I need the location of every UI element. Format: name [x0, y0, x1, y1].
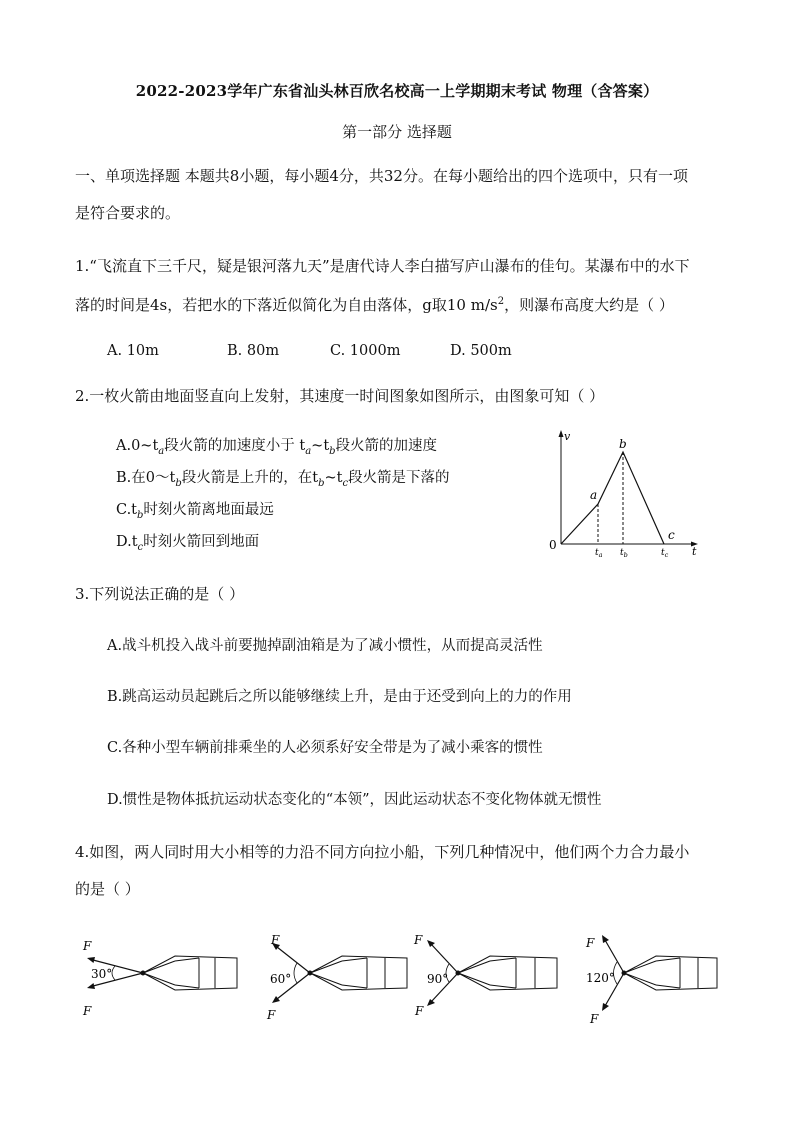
q2-option-a	[116, 436, 437, 462]
q2-option-d	[116, 532, 259, 558]
boat-inner-line	[458, 961, 490, 973]
force-label-lower: F	[83, 1004, 92, 1018]
angle-arc	[112, 966, 115, 980]
q2-option-a-sub1: a	[158, 445, 165, 457]
t-axis-label: t	[692, 545, 697, 558]
v-axis-label: v	[564, 430, 571, 443]
boat-inner-line	[310, 961, 342, 973]
tick-ta-sub: a	[598, 551, 603, 559]
boat-figure-90	[410, 930, 580, 1030]
force-label-upper: F	[414, 933, 423, 947]
q2-option-b-sub3: c	[342, 477, 349, 489]
velocity-time-graph	[540, 428, 705, 563]
q2-option-b-text4: 段火箭是下落的	[348, 470, 450, 486]
boat-outline	[458, 956, 557, 990]
boat-inner-line	[656, 958, 680, 961]
q2-option-b-text3: ~t	[324, 470, 343, 486]
q2-stem: 2.一枚火箭由地面竖直向上发射，其速度一时间图象如图所示，由图象可知（ ）	[75, 387, 605, 405]
section-intro-line2: 是符合要求的。	[75, 204, 181, 222]
angle-label: 120°	[586, 971, 615, 985]
q2-option-d-text2: 时刻火箭回到地面	[143, 534, 260, 550]
tick-ta-label	[595, 548, 603, 559]
q2-option-c-sub1: b	[137, 509, 144, 521]
force-arrow-icon	[87, 957, 95, 963]
q3-option-b: B.跳高运动员起跳后之所以能够继续上升，是由于还受到向上的力的作用	[107, 689, 572, 705]
q4-stem-line2: 的是（ ）	[75, 880, 140, 898]
tick-ta-t: t	[595, 548, 599, 558]
q3-option-a: A.战斗机投入战斗前要抛掉副油箱是为了减小惯性，从而提高灵活性	[107, 638, 543, 654]
boat-inner-line	[143, 973, 175, 985]
q1-option-b: B. 80m	[227, 343, 280, 359]
q1-option-a: A. 10m	[107, 343, 159, 359]
force-label-upper: F	[83, 939, 92, 953]
section-intro-line1: 一、单项选择题 本题共8小题，每小题4分，共32分。在每小题给出的四个选项中，只有一项	[75, 167, 688, 185]
q2-option-a-text4: 段火箭的加速度	[335, 438, 438, 454]
q1-stem-line2-part2: ，则瀑布高度大约是（ ）	[504, 296, 674, 314]
q2-option-b-text2: 段火箭是上升的，在t	[181, 470, 319, 486]
force-label-lower: F	[590, 1012, 599, 1026]
force-label-lower: F	[267, 1008, 276, 1022]
tick-tb-t: t	[620, 548, 624, 558]
page-title: 2022-2023学年广东省汕头林百欣名校高一上学期期末考试 物理（含答案）	[135, 82, 659, 100]
q1-stem-line2	[75, 292, 674, 315]
boat-inner-line	[143, 961, 175, 973]
point-a-label: a	[590, 488, 598, 502]
force-label-upper: F	[586, 936, 595, 950]
boat-inner-line	[175, 958, 199, 961]
point-c-label: c	[668, 528, 675, 542]
force-arrow-icon	[87, 983, 95, 989]
boat-outline	[310, 956, 407, 990]
boat-inner-line	[490, 958, 516, 961]
q2-option-b	[116, 468, 450, 494]
q2-option-b-text1: B.在0～t	[116, 470, 176, 486]
origin-label: 0	[549, 538, 557, 552]
tick-tb-label	[620, 548, 628, 559]
boat-inner-line	[310, 973, 342, 985]
q2-option-b-sub2: b	[318, 477, 325, 489]
force-label-lower: F	[415, 1004, 424, 1018]
boat-inner-line	[624, 973, 656, 985]
force-arrow-icon	[427, 940, 435, 947]
tick-tc-sub: c	[664, 551, 669, 559]
boat-outline	[624, 956, 717, 990]
boat-inner-line	[458, 973, 490, 985]
force-line-upper	[431, 944, 458, 973]
tick-tb-sub: b	[623, 551, 628, 559]
boat-outline	[143, 956, 237, 990]
q2-option-a-sub2: a	[305, 445, 312, 457]
q2-option-c-text1: C.t	[116, 502, 138, 518]
angle-arc	[294, 963, 297, 983]
boat-inner-line	[342, 958, 367, 961]
q2-option-a-text1: A.0~t	[116, 438, 159, 454]
q3-option-c: C.各种小型车辆前排乘坐的人必须系好安全带是为了减小乘客的惯性	[107, 740, 543, 756]
section-subtitle: 第一部分 选择题	[342, 123, 452, 141]
v-axis-arrow-icon	[559, 430, 564, 437]
angle-label: 90°	[427, 972, 449, 986]
force-label-upper: F	[271, 933, 280, 947]
boat-inner-line	[342, 985, 367, 988]
tick-tc-t: t	[661, 548, 665, 558]
force-line-upper	[277, 947, 310, 973]
boat-inner-line	[656, 985, 680, 988]
force-arrow-icon	[427, 999, 435, 1006]
q2-option-a-text3: ~t	[311, 438, 330, 454]
q2-option-c	[116, 500, 274, 526]
q2-option-b-sub1: b	[175, 477, 182, 489]
velocity-curve	[561, 452, 664, 544]
q3-stem: 3.下列说法正确的是（ ）	[75, 585, 245, 603]
boat-figure-30	[75, 930, 245, 1030]
q2-option-d-sub1: c	[137, 541, 144, 553]
q4-stem-line1: 4.如图，两人同时用大小相等的力沿不同方向拉小船，下列几种情况中，他们两个力合力最小	[75, 843, 690, 861]
boat-figure-60	[255, 930, 425, 1030]
point-b-label: b	[619, 437, 627, 451]
q2-option-a-sub3: b	[329, 445, 336, 457]
q3-option-d: D.惯性是物体抵抗运动状态变化的“本领”，因此运动状态不变化物体就无惯性	[107, 792, 602, 808]
q1-option-d: D. 500m	[450, 343, 512, 359]
boat-figure-120	[580, 930, 750, 1030]
q2-option-a-text2: 段火箭的加速度小于 t	[164, 438, 306, 454]
boat-inner-line	[490, 985, 516, 988]
boat-inner-line	[175, 985, 199, 988]
q2-option-d-text1: D.t	[116, 534, 138, 550]
q1-g-value: 10 m/s	[446, 296, 498, 314]
angle-label: 60°	[270, 972, 292, 986]
q1-stem-line2-part1: 落的时间是4s，若把水的下落近似简化为自由落体，g取	[75, 296, 447, 314]
q2-option-c-text2: 时刻火箭离地面最远	[143, 502, 274, 518]
q1-stem-line1: 1.“飞流直下三千尺，疑是银河落九天”是唐代诗人李白描写庐山瀑布的佳句。某瀑布中的水下	[75, 257, 690, 275]
tick-tc-label	[661, 548, 669, 559]
boat-inner-line	[624, 961, 656, 973]
angle-label: 30°	[91, 967, 113, 981]
q1-option-c: C. 1000m	[330, 343, 401, 359]
q1-g-exponent: 2	[497, 296, 505, 307]
